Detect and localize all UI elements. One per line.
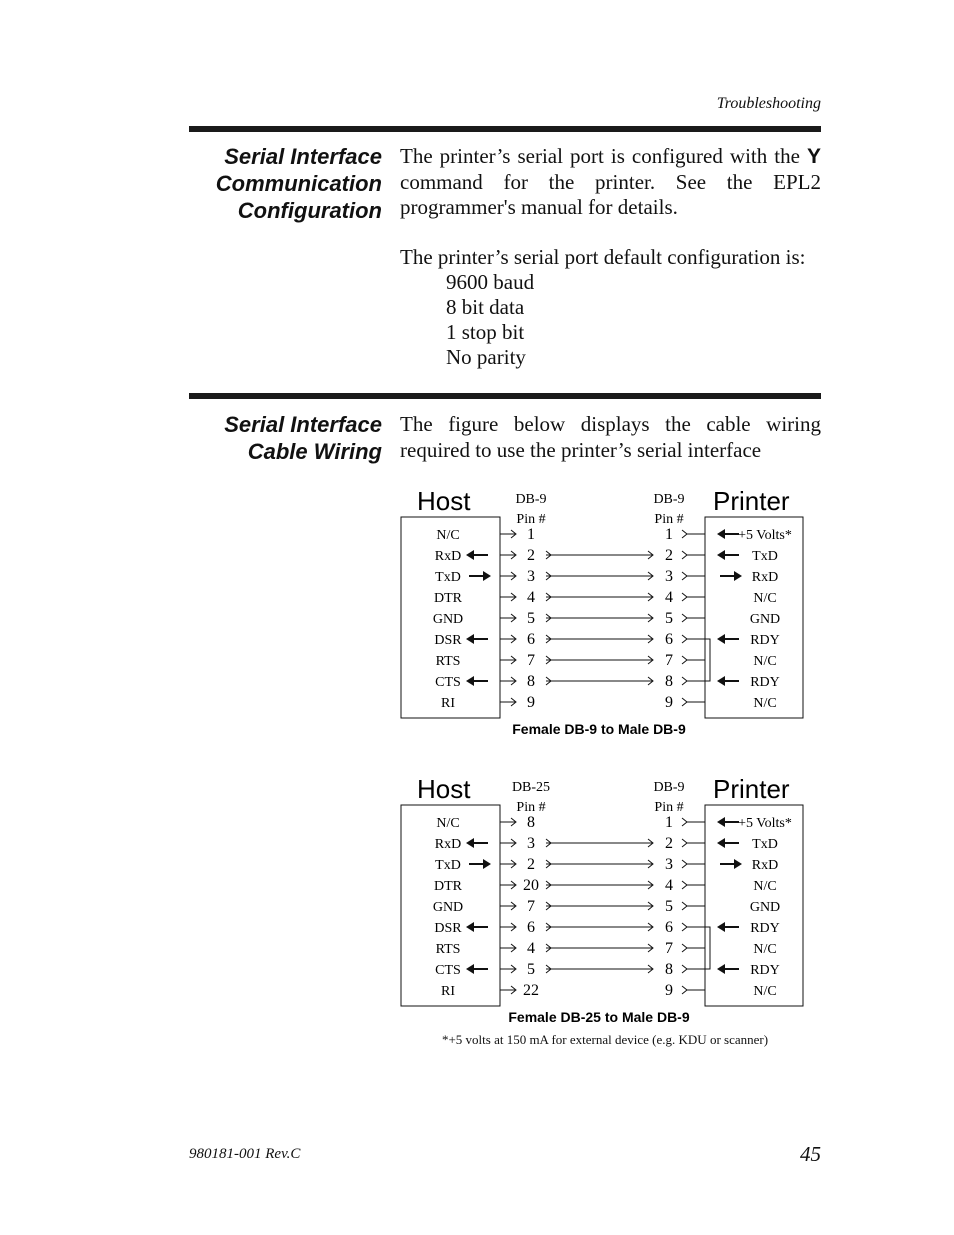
printer-pin-number: 8 bbox=[665, 673, 673, 690]
printer-pin-chevron bbox=[682, 881, 687, 889]
host-signal-label: RxD bbox=[434, 837, 462, 852]
printer-signal-label: RxD bbox=[751, 570, 779, 585]
host-signal-arrowhead bbox=[466, 676, 474, 686]
host-signal-label: CTS bbox=[435, 675, 461, 690]
printer-pin-chevron bbox=[682, 677, 687, 685]
printer-pin-header: Pin # bbox=[654, 512, 684, 527]
host-signal-label: DSR bbox=[434, 921, 462, 936]
host-signal-label: N/C bbox=[436, 528, 460, 543]
host-pin-number: 20 bbox=[523, 877, 539, 894]
config-paragraph bbox=[400, 144, 821, 221]
host-signal-arrowhead bbox=[466, 838, 474, 848]
host-signal-label: RTS bbox=[435, 654, 461, 669]
host-signal-label: GND bbox=[432, 900, 464, 915]
printer-pin-number: 6 bbox=[665, 919, 673, 936]
printer-signal-label: N/C bbox=[753, 879, 777, 894]
printer-signal-label: N/C bbox=[753, 654, 777, 669]
host-signal-arrowhead bbox=[466, 964, 474, 974]
wiring-diagram-svg bbox=[395, 768, 815, 1030]
printer-signal-label: N/C bbox=[753, 942, 777, 957]
host-pin-number: 22 bbox=[523, 982, 539, 999]
cable-wiring-text: The figure below displays the cable wiring required to use the printer’s serial interface bbox=[400, 412, 821, 462]
printer-pin-chevron bbox=[682, 944, 687, 952]
printer-pin-number: 3 bbox=[665, 568, 673, 585]
host-pin-number: 7 bbox=[527, 652, 535, 669]
host-pin-number: 4 bbox=[527, 940, 535, 957]
host-pin-number: 5 bbox=[527, 961, 535, 978]
printer-pin-chevron bbox=[682, 635, 687, 643]
page-number: 45 bbox=[800, 1142, 821, 1166]
printer-signal-label: TxD bbox=[752, 837, 778, 852]
printer-pin-number: 3 bbox=[665, 856, 673, 873]
section-rule bbox=[189, 393, 821, 399]
wiring-diagram-db25-db9 bbox=[395, 768, 815, 1030]
wiring-diagram-svg bbox=[395, 480, 815, 742]
host-signal-arrowhead bbox=[466, 922, 474, 932]
host-pin-number: 3 bbox=[527, 568, 535, 585]
host-pin-number: 6 bbox=[527, 631, 535, 648]
host-signal-label: N/C bbox=[436, 816, 460, 831]
printer-pin-chevron bbox=[682, 923, 687, 931]
host-signal-label: DSR bbox=[434, 633, 462, 648]
printer-pin-number: 1 bbox=[665, 814, 673, 831]
host-pin-number: 4 bbox=[527, 589, 535, 606]
printer-signal-arrowhead bbox=[734, 571, 742, 581]
printer-pin-header: Pin # bbox=[654, 800, 684, 815]
printer-pin-number: 1 bbox=[665, 526, 673, 543]
host-signal-label: RI bbox=[441, 984, 455, 999]
printer-pin-number: 6 bbox=[665, 631, 673, 648]
diagram-caption: Female DB-9 to Male DB-9 bbox=[512, 721, 686, 737]
printer-signal-label: RDY bbox=[750, 921, 780, 936]
section-heading-communication bbox=[189, 143, 382, 224]
printer-pin-chevron bbox=[682, 986, 687, 994]
host-signal-label: TxD bbox=[435, 570, 461, 585]
printer-pin-number: 5 bbox=[665, 610, 673, 627]
config-text-b: command for the printer. See the EPL2 programmer's manual for details. bbox=[400, 169, 821, 219]
host-connector-type: DB-25 bbox=[511, 780, 551, 795]
host-signal-label: GND bbox=[432, 612, 464, 627]
printer-signal-label: N/C bbox=[753, 696, 777, 711]
config-item-parity: No parity bbox=[446, 345, 526, 369]
printer-signal-arrowhead bbox=[717, 550, 725, 560]
printer-pin-chevron bbox=[682, 551, 687, 559]
document-number: 980181-001 Rev.C bbox=[189, 1146, 301, 1162]
host-pin-number: 3 bbox=[527, 835, 535, 852]
host-pin-number: 2 bbox=[527, 547, 535, 564]
printer-pin-chevron bbox=[682, 530, 687, 538]
host-signal-arrowhead bbox=[483, 571, 491, 581]
running-head: Troubleshooting bbox=[716, 95, 821, 112]
config-text-a: The printer’s serial port is configured with the bbox=[400, 144, 807, 168]
printer-label: Printer bbox=[713, 486, 790, 516]
printer-signal-label: +5 Volts* bbox=[738, 528, 792, 543]
cable-wiring-paragraph bbox=[400, 412, 821, 463]
heading-line: Communication bbox=[215, 171, 382, 196]
printer-label: Printer bbox=[713, 774, 790, 804]
printer-pin-chevron bbox=[682, 839, 687, 847]
host-pin-number: 2 bbox=[527, 856, 535, 873]
host-pin-number: 8 bbox=[527, 673, 535, 690]
printer-signal-arrowhead bbox=[717, 634, 725, 644]
printer-signal-arrowhead bbox=[717, 922, 725, 932]
printer-signal-label: RxD bbox=[751, 858, 779, 873]
printer-pin-chevron bbox=[682, 965, 687, 973]
printer-signal-label: RDY bbox=[750, 675, 780, 690]
printer-signal-label: RDY bbox=[750, 633, 780, 648]
printer-pin-number: 7 bbox=[665, 940, 673, 957]
section-rule bbox=[189, 126, 821, 132]
heading-line: Serial Interface bbox=[224, 412, 382, 437]
host-signal-label: DTR bbox=[434, 879, 462, 894]
heading-line: Cable Wiring bbox=[247, 439, 382, 464]
host-signal-arrowhead bbox=[466, 550, 474, 560]
printer-signal-label: RDY bbox=[750, 963, 780, 978]
printer-pin-chevron bbox=[682, 902, 687, 910]
config-item-data-bits: 8 bit data bbox=[446, 295, 525, 319]
host-pin-header: Pin # bbox=[516, 800, 546, 815]
printer-pin-number: 8 bbox=[665, 961, 673, 978]
printer-pin-chevron bbox=[682, 698, 687, 706]
printer-pin-number: 2 bbox=[665, 835, 673, 852]
host-pin-number: 1 bbox=[527, 526, 535, 543]
printer-connector-type: DB-9 bbox=[653, 492, 685, 507]
printer-signal-arrowhead bbox=[717, 529, 725, 539]
section-heading-cable-wiring bbox=[189, 411, 382, 465]
printer-pin-number: 9 bbox=[665, 982, 673, 999]
default-config-intro: The printer’s serial port default configuration is: bbox=[400, 245, 806, 269]
host-pin-header: Pin # bbox=[516, 512, 546, 527]
host-signal-label: RTS bbox=[435, 942, 461, 957]
printer-pin-chevron bbox=[682, 656, 687, 664]
host-connector-type: DB-9 bbox=[515, 492, 547, 507]
footnote: *+5 volts at 150 mA for external device (e.g. KDU or scanner) bbox=[441, 1032, 769, 1047]
host-signal-label: TxD bbox=[435, 858, 461, 873]
printer-signal-arrowhead bbox=[717, 817, 725, 827]
host-pin-number: 5 bbox=[527, 610, 535, 627]
printer-pin-chevron bbox=[682, 860, 687, 868]
heading-line: Serial Interface bbox=[224, 144, 382, 169]
printer-pin-chevron bbox=[682, 818, 687, 826]
host-signal-label: DTR bbox=[434, 591, 462, 606]
printer-pin-number: 4 bbox=[665, 877, 673, 894]
printer-pin-chevron bbox=[682, 572, 687, 580]
printer-pin-number: 2 bbox=[665, 547, 673, 564]
printer-pin-number: 4 bbox=[665, 589, 673, 606]
host-label: Host bbox=[417, 774, 471, 804]
config-command-letter: Y bbox=[806, 145, 821, 168]
host-signal-arrowhead bbox=[466, 634, 474, 644]
printer-connector-type: DB-9 bbox=[653, 780, 685, 795]
wiring-diagram-db9-db9 bbox=[395, 480, 815, 742]
config-item-stop-bit: 1 stop bit bbox=[446, 320, 525, 344]
host-signal-label: CTS bbox=[435, 963, 461, 978]
printer-pin-number: 7 bbox=[665, 652, 673, 669]
host-signal-arrowhead bbox=[483, 859, 491, 869]
printer-signal-label: GND bbox=[749, 900, 781, 915]
diagram-caption: Female DB-25 to Male DB-9 bbox=[508, 1009, 690, 1025]
printer-signal-label: N/C bbox=[753, 591, 777, 606]
host-pin-number: 9 bbox=[527, 694, 535, 711]
printer-pin-number: 5 bbox=[665, 898, 673, 915]
host-signal-label: RxD bbox=[434, 549, 462, 564]
printer-signal-arrowhead bbox=[717, 964, 725, 974]
printer-signal-arrowhead bbox=[734, 859, 742, 869]
printer-pin-number: 9 bbox=[665, 694, 673, 711]
host-pin-number: 8 bbox=[527, 814, 535, 831]
printer-signal-label: GND bbox=[749, 612, 781, 627]
host-pin-number: 6 bbox=[527, 919, 535, 936]
printer-signal-label: N/C bbox=[753, 984, 777, 999]
printer-signal-label: +5 Volts* bbox=[738, 816, 792, 831]
heading-line: Configuration bbox=[237, 198, 382, 223]
printer-pin-chevron bbox=[682, 614, 687, 622]
host-signal-label: RI bbox=[441, 696, 455, 711]
printer-signal-arrowhead bbox=[717, 676, 725, 686]
printer-signal-arrowhead bbox=[717, 838, 725, 848]
host-label: Host bbox=[417, 486, 471, 516]
printer-signal-label: TxD bbox=[752, 549, 778, 564]
host-pin-number: 7 bbox=[527, 898, 535, 915]
printer-pin-chevron bbox=[682, 593, 687, 601]
config-item-baud: 9600 baud bbox=[446, 270, 535, 294]
